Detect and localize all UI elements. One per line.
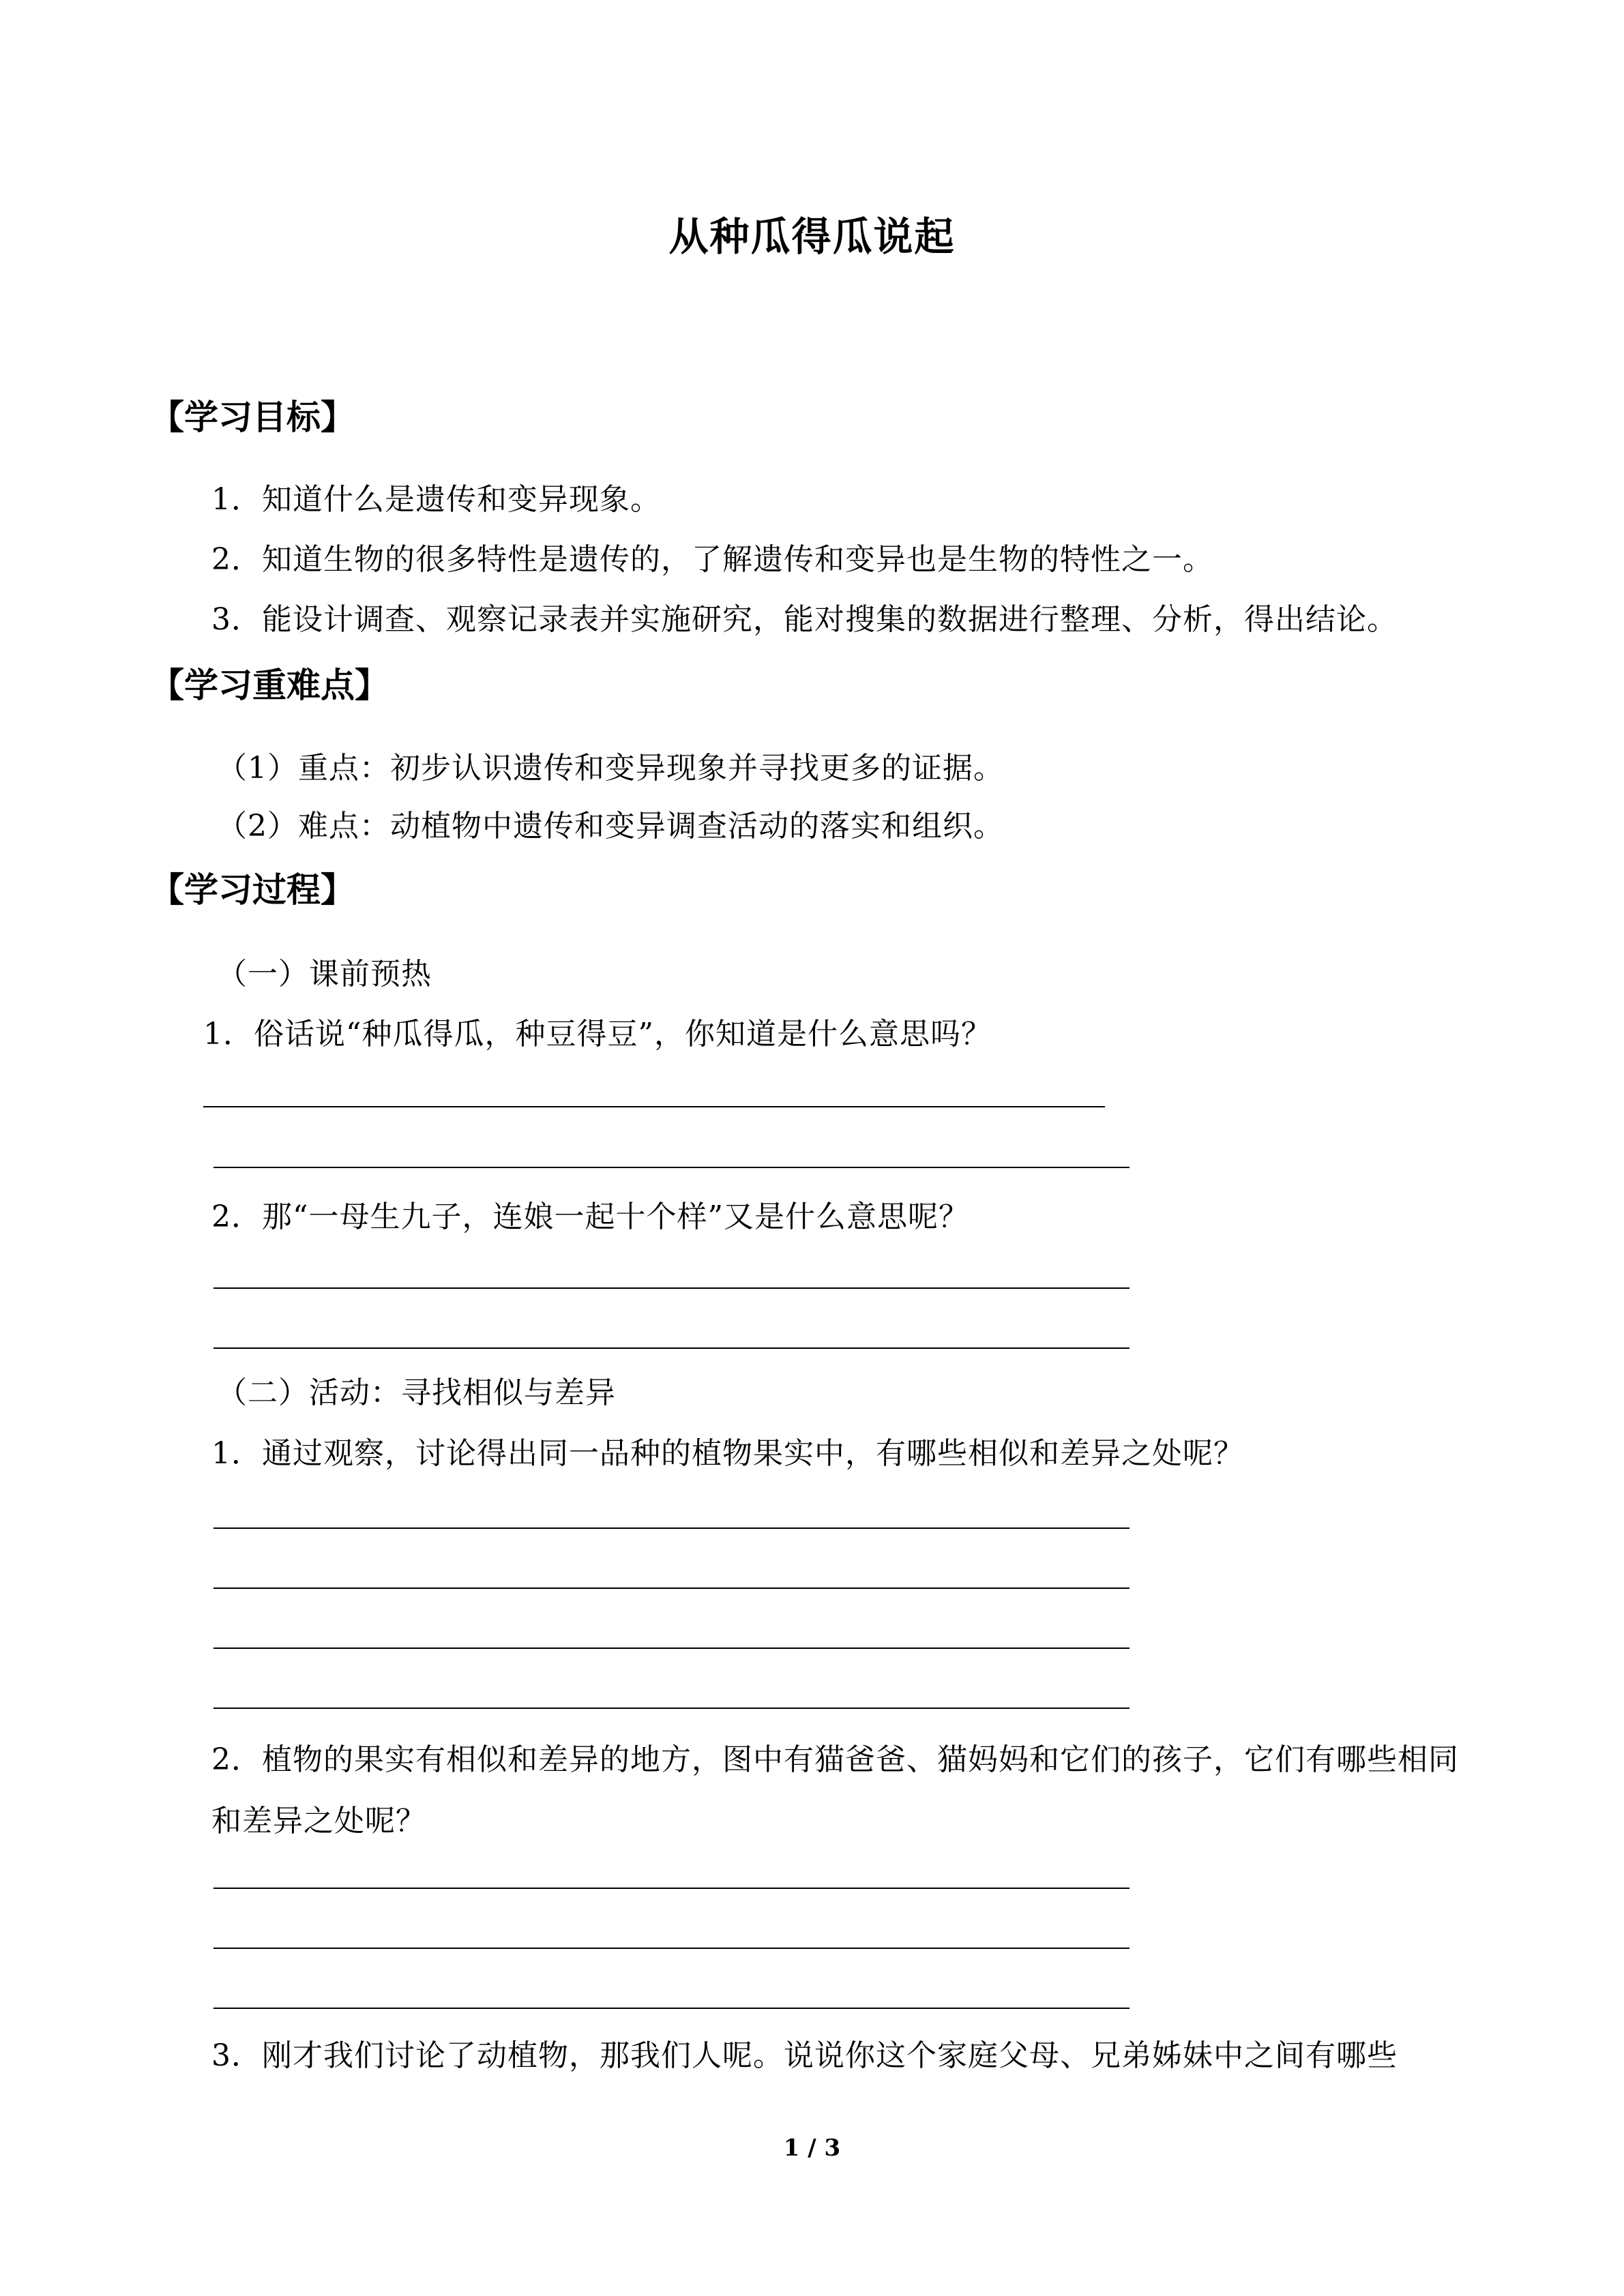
part1-label: （一）课前预热 — [217, 957, 432, 992]
answer-line[interactable] — [213, 1587, 1130, 1589]
answer-line[interactable] — [213, 1888, 1130, 1889]
key-points-heading: 【学习重难点】 — [150, 666, 389, 705]
page-indicator: 1 / 3 — [783, 2134, 841, 2162]
answer-line[interactable] — [213, 1347, 1130, 1349]
objectives-heading: 【学习目标】 — [150, 398, 355, 437]
part1-question-1: 1．俗话说“种瓜得瓜，种豆得豆”，你知道是什么意思吗？ — [203, 1017, 992, 1052]
part1-question-2: 2．那“一母生九子，连娘一起十个样”又是什么意思呢？ — [211, 1199, 969, 1234]
page-title: 从种瓜得瓜说起 — [668, 213, 956, 260]
part2-question-3: 3．刚才我们讨论了动植物，那我们人呢。说说你这个家庭父母、兄弟姊妹中之间有哪些 — [211, 2038, 1398, 2073]
part2-question-2: 2．植物的果实有相似和差异的地方，图中有猫爸爸、猫妈妈和它们的孩子，它们有哪些相同和差异之处呢？ — [211, 1742, 1459, 1838]
process-heading: 【学习过程】 — [150, 870, 355, 910]
objective-item: 2．知道生物的很多特性是遗传的，了解遗传和变异也是生物的特性之一。 — [211, 542, 1213, 577]
answer-line[interactable] — [213, 1948, 1130, 1949]
answer-line[interactable] — [203, 1106, 1105, 1107]
part2-label: （二）活动：寻找相似与差异 — [217, 1375, 616, 1410]
answer-line[interactable] — [213, 1527, 1130, 1529]
answer-line[interactable] — [213, 1708, 1130, 1709]
answer-line[interactable] — [213, 1287, 1130, 1289]
part2-question-1: 1．通过观察，讨论得出同一品种的植物果实中，有哪些相似和差异之处呢？ — [211, 1436, 1244, 1471]
objective-item: 1．知道什么是遗传和变异现象。 — [211, 482, 661, 517]
key-point-item: （2）难点：动植物中遗传和变异调查活动的落实和组织。 — [217, 809, 1004, 844]
answer-line[interactable] — [213, 1648, 1130, 1649]
key-point-item: （1）重点：初步认识遗传和变异现象并寻找更多的证据。 — [217, 751, 1004, 786]
answer-line[interactable] — [213, 1167, 1130, 1168]
objective-item: 3．能设计调查、观察记录表并实施研究，能对搜集的数据进行整理、分析，得出结论。 — [211, 602, 1398, 637]
answer-line[interactable] — [213, 2008, 1130, 2009]
